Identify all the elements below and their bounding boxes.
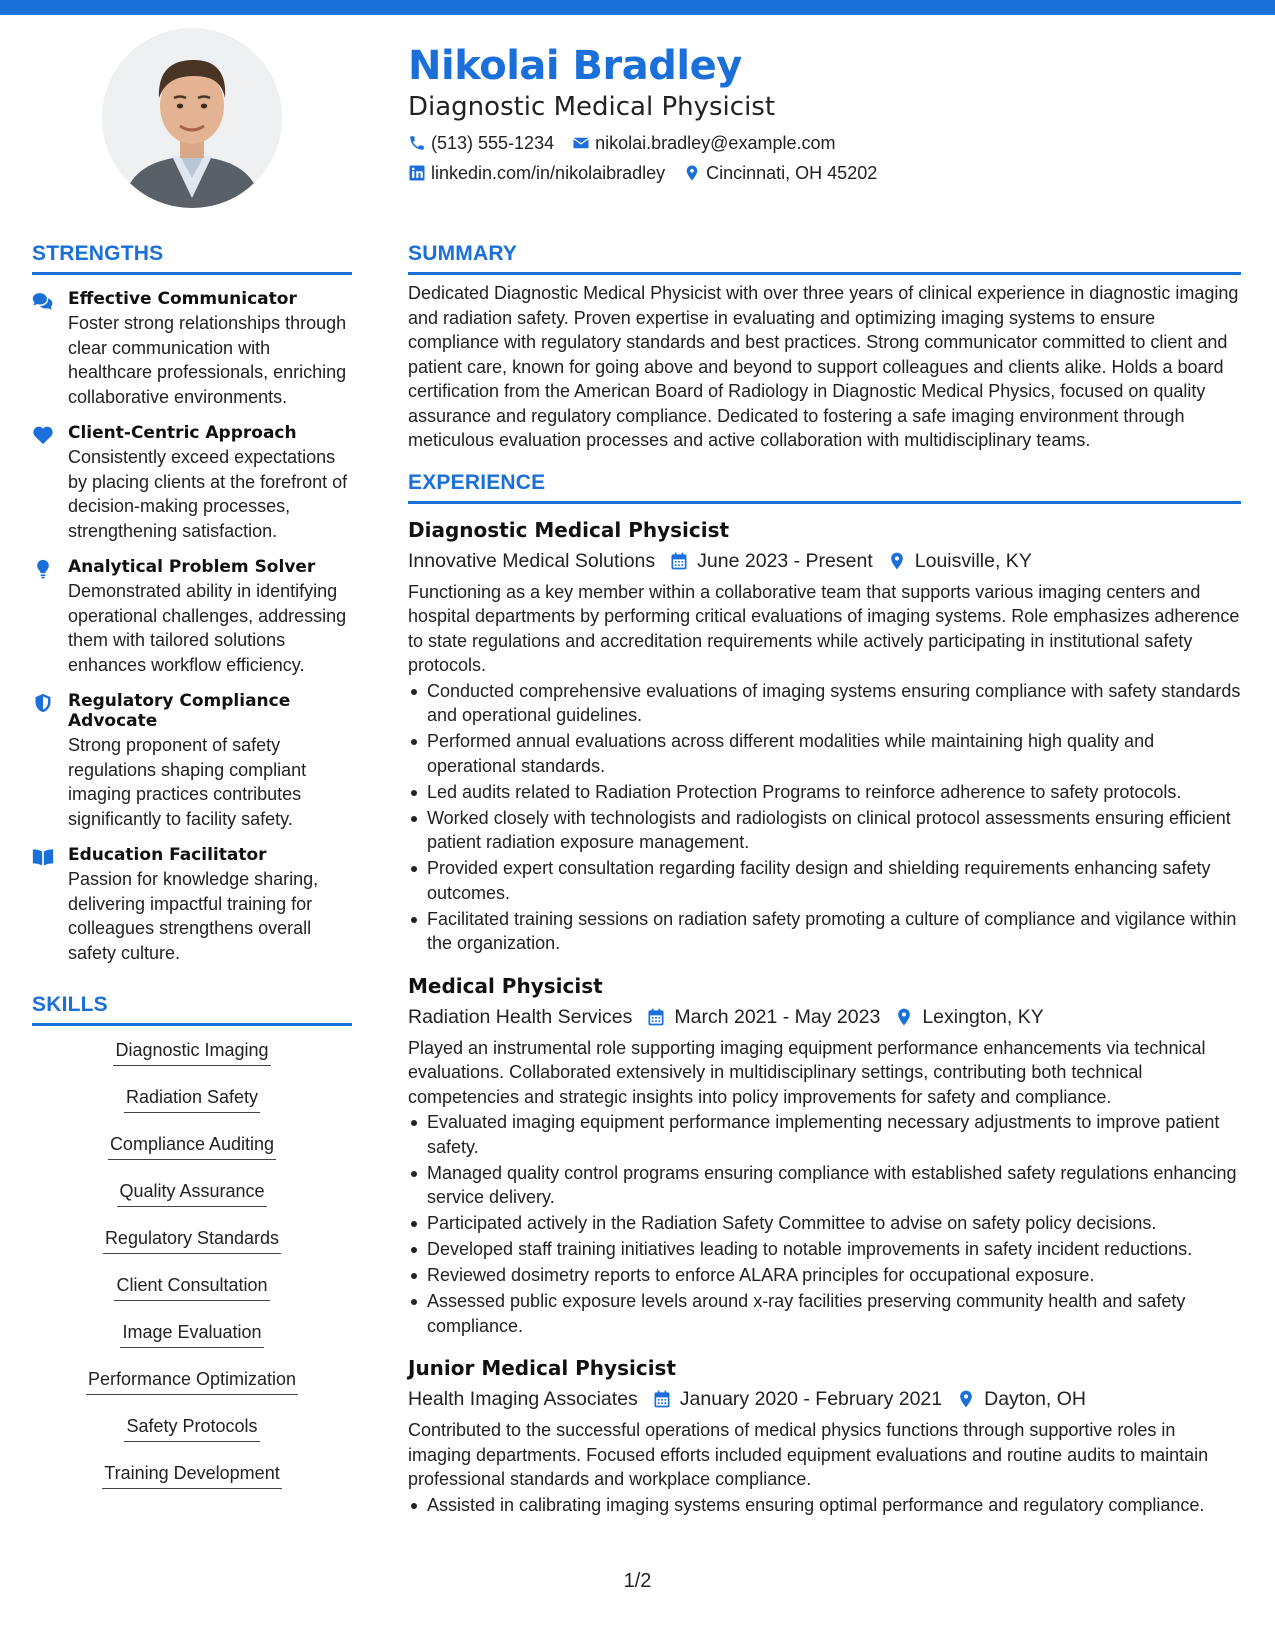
job-company: Innovative Medical Solutions: [408, 549, 656, 572]
contact-row-1: [408, 130, 1238, 156]
job-title: Junior Medical Physicist: [408, 1356, 677, 1380]
job-bullet: Performed annual evaluations across different modalities while maintaining high quality and operational standards.: [408, 729, 1241, 778]
skills-heading: SKILLS: [32, 991, 352, 1026]
job-bullet: Reviewed dosimetry reports to enforce ALARA principles for occupational exposure.: [408, 1263, 1241, 1288]
skill-label: Radiation Safety: [124, 1085, 260, 1113]
skill-item: [32, 1179, 352, 1207]
skill-label: Compliance Auditing: [108, 1132, 276, 1160]
strength-title: Effective Communicator: [68, 289, 297, 309]
job-bullets: [408, 679, 1241, 956]
strength-description: Consistently exceed expectations by placing clients at the forefront of decision-making processes, strengthening satisfaction.: [68, 447, 348, 541]
envelope-icon: [572, 134, 590, 152]
job-entry: [408, 972, 1241, 1339]
skill-item: [32, 1132, 352, 1160]
job-title: Medical Physicist: [408, 973, 603, 998]
skills-section: [32, 991, 352, 1489]
comments-icon: [32, 289, 56, 409]
heart-icon: [32, 423, 56, 543]
right-column: [408, 240, 1241, 1519]
strength-item: [32, 691, 352, 831]
strength-title: Client-Centric Approach: [68, 423, 297, 443]
skill-label: Diagnostic Imaging: [113, 1038, 270, 1066]
job-bullet: Facilitated training sessions on radiation safety promoting a culture of compliance and vigilance within the organization.: [408, 907, 1241, 956]
job-bullet: Led audits related to Radiation Protection Programs to reinforce adherence to safety protocols.: [408, 780, 1241, 805]
map-pin-icon: [894, 1007, 914, 1027]
strength-item: [32, 557, 352, 677]
profile-photo: [102, 28, 282, 208]
job-bullets: [408, 1110, 1241, 1338]
strength-item: [32, 289, 352, 409]
contact-row-2: [408, 160, 1238, 186]
skill-label: Training Development: [102, 1461, 281, 1489]
experience-heading: EXPERIENCE: [408, 469, 1241, 504]
job-location: Dayton, OH: [984, 1388, 1086, 1410]
summary-heading: SUMMARY: [408, 240, 1241, 275]
resume-header: [408, 40, 1238, 186]
job-description: Contributed to the successful operations of medical physics functions through supportive roles in imaging departments. Focused efforts included equipment evaluations and routine audits to maintain professional standards and workplace compliance.: [408, 1420, 1209, 1489]
skill-item: [32, 1038, 352, 1066]
job-dates: January 2020 - February 2021: [679, 1388, 943, 1410]
job-description: Functioning as a key member within a collaborative team that supports various imaging centers and hospital departments by performing critical evaluations of imaging systems. Role emphasizes adherence to state regulations and accreditation requirements while actively participating in institutional safety protocols.: [408, 581, 1240, 675]
job-bullet: Assisted in calibrating imaging systems ensuring optimal performance and regulatory compliance.: [408, 1493, 1241, 1518]
contact-linkedin[interactable]: [408, 160, 665, 186]
skill-item: [32, 1085, 352, 1113]
linkedin-text: linkedin.com/in/nikolaibradley: [431, 163, 666, 183]
skill-item: [32, 1226, 352, 1254]
job-bullet: Conducted comprehensive evaluations of imaging systems ensuring compliance with safety standards and operational guidelines.: [408, 679, 1241, 728]
job-bullet: Managed quality control programs ensuring compliance with established safety regulations enhancing service delivery.: [408, 1161, 1241, 1210]
skill-item: [32, 1273, 352, 1301]
linkedin-icon: [408, 164, 426, 182]
map-pin-icon: [956, 1389, 976, 1409]
strength-description: Passion for knowledge sharing, delivering impactful training for colleagues strengthens overall safety culture.: [68, 869, 319, 963]
job-bullet: Participated actively in the Radiation Safety Committee to advise on safety policy decisions.: [408, 1211, 1241, 1236]
job-bullet: Provided expert consultation regarding facility design and shielding requirements enhancing safety outcomes.: [408, 856, 1241, 905]
skill-item: [32, 1320, 352, 1348]
strengths-heading: STRENGTHS: [32, 240, 352, 275]
skill-list: [32, 1038, 352, 1489]
summary-text: Dedicated Diagnostic Medical Physicist with over three years of clinical experience in diagnostic imaging and radiation safety. Proven expertise in evaluating and optimizing imaging systems to ensure compliance with regulatory standards and best practices. Strong communicator committed to client and patient care, known for going above and beyond to support colleagues and clients alike. Holds a board certification from the American Board of Radiology in Diagnostic Medical Physics, focused on quality assurance and regulatory compliance. Dedicated to fostering a safe imaging environment through meticulous evaluation processes and active collaboration with multidisciplinary teams.: [408, 283, 1239, 450]
skill-label: Quality Assurance: [117, 1179, 266, 1207]
job-bullets: [408, 1493, 1241, 1518]
top-accent-bar: [0, 0, 1275, 15]
job-description: Played an instrumental role supporting imaging equipment performance enhancements via technical evaluations. Collaborated extensively in multidisciplinary settings, contributing both technical competencies and strategic insights into policy improvements for safety and compliance.: [408, 1037, 1206, 1107]
job-meta: [408, 1384, 1241, 1414]
email-text: nikolai.bradley@example.com: [595, 133, 836, 153]
skill-label: Image Evaluation: [120, 1320, 263, 1348]
map-pin-icon: [887, 551, 907, 571]
skill-label: Regulatory Standards: [103, 1226, 281, 1254]
lightbulb-icon: [32, 557, 56, 677]
job-entry: [408, 516, 1241, 956]
contact-phone[interactable]: [408, 130, 554, 156]
job-title: Diagnostic Medical Physicist: [408, 517, 730, 542]
contact-location: [683, 160, 877, 186]
job-entry: [408, 1354, 1241, 1517]
strength-item: [32, 845, 352, 965]
profile-photo-illustration: [102, 28, 282, 208]
skill-label: Safety Protocols: [124, 1414, 259, 1442]
job-meta: [408, 1002, 1241, 1032]
job-bullet: Assessed public exposure levels around x-ray facilities preserving community health and safety compliance.: [408, 1289, 1241, 1338]
job-dates: June 2023 - Present: [697, 549, 873, 572]
experience-section: [408, 469, 1241, 1518]
candidate-title: Diagnostic Medical Physicist: [408, 92, 776, 122]
candidate-name: Nikolai Bradley: [408, 43, 742, 89]
calendar-icon: [646, 1007, 666, 1027]
skill-item: [32, 1414, 352, 1442]
calendar-icon: [669, 551, 689, 571]
strength-description: Foster strong relationships through clear communication with healthcare professionals, enriching collaborative environments.: [68, 313, 347, 407]
calendar-icon: [652, 1389, 672, 1409]
left-column: [32, 240, 352, 1508]
book-icon: [32, 845, 56, 965]
shield-icon: [32, 691, 56, 831]
skill-label: Performance Optimization: [86, 1367, 298, 1395]
job-meta: [408, 546, 1241, 576]
job-location: Louisville, KY: [914, 549, 1032, 572]
job-bullet: Worked closely with technologists and radiologists on clinical protocol assessments ensuring efficient patient radiation exposure management.: [408, 806, 1241, 855]
job-company: Health Imaging Associates: [408, 1388, 638, 1410]
page-number: 1/2: [623, 1570, 652, 1592]
strength-title: Regulatory Compliance Advocate: [68, 691, 291, 731]
contact-email[interactable]: [572, 130, 835, 156]
job-bullet: Developed staff training initiatives leading to notable improvements in safety incident reductions.: [408, 1237, 1241, 1262]
strength-item: [32, 423, 352, 543]
map-pin-icon: [683, 164, 701, 182]
phone-icon: [408, 134, 426, 152]
strength-description: Demonstrated ability in identifying operational challenges, addressing them with tailored solutions enhances workflow efficiency.: [68, 581, 347, 675]
job-dates: March 2021 - May 2023: [674, 1005, 881, 1028]
skill-item: [32, 1367, 352, 1395]
location-text: Cincinnati, OH 45202: [706, 163, 878, 183]
job-bullet: Evaluated imaging equipment performance implementing necessary adjustments to improve patient safety.: [408, 1110, 1241, 1159]
skill-item: [32, 1461, 352, 1489]
phone-text: (513) 555-1234: [431, 133, 555, 153]
skill-label: Client Consultation: [114, 1273, 269, 1301]
job-location: Lexington, KY: [922, 1005, 1044, 1028]
strength-title: Analytical Problem Solver: [68, 557, 316, 577]
strength-description: Strong proponent of safety regulations shaping compliant imaging practices contributes significantly to facility safety.: [68, 735, 307, 829]
job-company: Radiation Health Services: [408, 1005, 633, 1028]
strength-title: Education Facilitator: [68, 845, 267, 865]
